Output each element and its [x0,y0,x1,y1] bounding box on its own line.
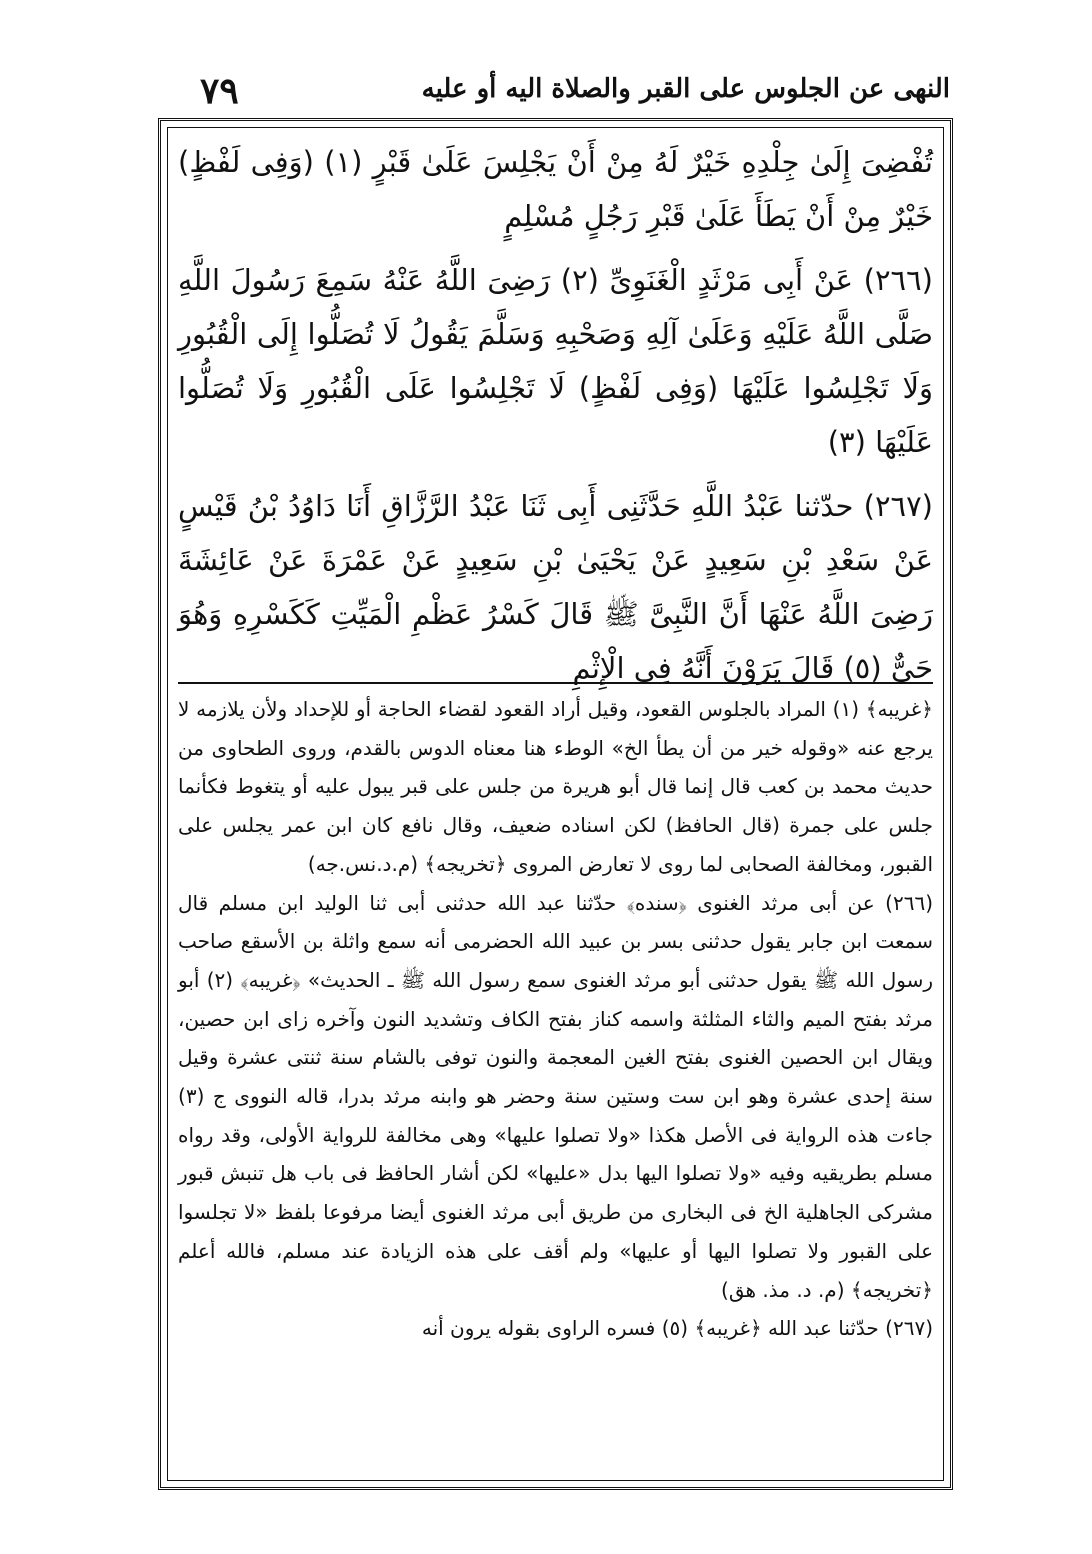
main-paragraph: (٢٦٧) حدّثنا عَبْدُ اللَّهِ حَدَّثَنِى أَبِى ثَنَا عَبْدُ الرَّزَّاقِ أَنَا دَاوُدُ بْنُ قَيْسٍ عَنْ سَعْدِ بْنِ سَعِيدٍ عَنْ يَحْيَىٰ بْنِ سَعِيدٍ عَنْ عَمْرَةَ عَنْ عَائِشَةَ رَضِىَ اللَّهُ عَنْهَا أَنَّ النَّبِىَّ ﷺ قَالَ كَسْرُ عَظْمِ الْمَيِّتِ كَكَسْرِهِ وَهُوَ حَىٌّ (٥) قَالَ يَرَوْنَ أَنَّهُ فِى الْإِثْمِ [178,489,933,685]
footnotes [178,690,933,1348]
page-header [170,70,950,120]
footnote-paragraph: ﴿غريبه﴾ (١) المراد بالجلوس القعود، وقيل أراد القعود لقضاء الحاجة أو للإحداد ولأن يلازمه لا يرجع عنه «وقوله خير من أن يطأ الخ» الوطء هنا معناه الدوس بالقدم، وروى الطحاوى من حديث محمد بن كعب قال إنما قال أبو هريرة من جلس على قبر يبول عليه أو يتغوط فكأنما جلس على جمرة (قال الحافظ) لكن اسناده ضعيف، وقال نافع كان ابن عمر يجلس على القبور، ومخالفة الصحابى لما روى لا تعارض المروى ﴿تخريجه﴾ (م.د.نس.جه) [178,697,933,876]
running-title: النهى عن الجلوس على القبر والصلاة اليه أو عليه [421,74,950,104]
footnote-separator [178,682,933,684]
main-paragraph: تُفْضِىَ إِلَىٰ جِلْدِهِ خَيْرٌ لَهُ مِنْ أَنْ يَجْلِسَ عَلَىٰ قَبْرٍ (١) (وَفِى لَفْظٍ) خَيْرٌ مِنْ أَنْ يَطَأَ عَلَىٰ قَبْرِ رَجُلٍ مُسْلِمٍ [178,145,933,233]
footnote-paragraph: (٢٦٧) حدّثنا عبد الله ﴿غريبه﴾ (٥) فسره الراوى بقوله يرون أنه [421,1316,933,1341]
footnote-paragraph: (٢٦٦) عن أبى مرثد الغنوى ﴿سنده﴾ حدّثنا عبد الله حدثنى أبى ثنا الوليد ابن مسلم قال سمعت ابن جابر يقول حدثنى بسر بن عبيد الله الحضرمى أنه سمع واثلة بن الأسقع صاحب رسول الله ﷺ يقول حدثنى أبو مرثد الغنوى سمع رسول الله ﷺ ـ الحديث» ﴿غريبه﴾ (٢) أبو مرثد بفتح الميم والثاء المثلثة واسمه كناز بفتح الكاف وتشديد النون وآخره زاى ابن حصين، ويقال ابن الحصين الغنوى بفتح الغين المعجمة والنون توفى بالشام سنة ثنتى عشرة وقيل سنة إحدى عشرة وهو ابن ست وستين سنة وحضر هو وابنه مرثد بدرا، قاله النووى ج (٣) جاءت هذه الرواية فى الأصل هكذا «ولا تصلوا عليها» وهى مخالفة للرواية الأولى، وقد رواه مسلم بطريقيه وفيه «ولا تصلوا اليها بدل «عليها» لكن أشار الحافظ فى باب هل تنبش قبور مشركى الجاهلية الخ فى البخارى من طريق أبى مرثد الغنوى أيضا مرفوعا بلفظ «لا تجلسوا على القبور ولا تصلوا اليها أو عليها» ولم أقف على هذه الزيادة عند مسلم، فالله أعلم ﴿تخريجه﴾ (م. د. مذ. هق) [178,890,933,1302]
main-paragraph: (٢٦٦) عَنْ أَبِى مَرْثَدٍ الْغَنَوِىِّ (٢) رَضِىَ اللَّهُ عَنْهُ سَمِعَ رَسُولَ اللَّهِ صَلَّى اللَّهُ عَلَيْهِ وَعَلَىٰ آلِهِ وَصَحْبِهِ وَسَلَّمَ يَقُولُ لَا تُصَلُّوا إِلَى الْقُبُورِ وَلَا تَجْلِسُوا عَلَيْهَا (وَفِى لَفْظٍ) لَا تَجْلِسُوا عَلَى الْقُبُورِ وَلَا تُصَلُّوا عَلَيْهَا (٣) [178,263,933,459]
main-text [178,135,933,705]
page-number: ٧٩ [200,70,239,112]
